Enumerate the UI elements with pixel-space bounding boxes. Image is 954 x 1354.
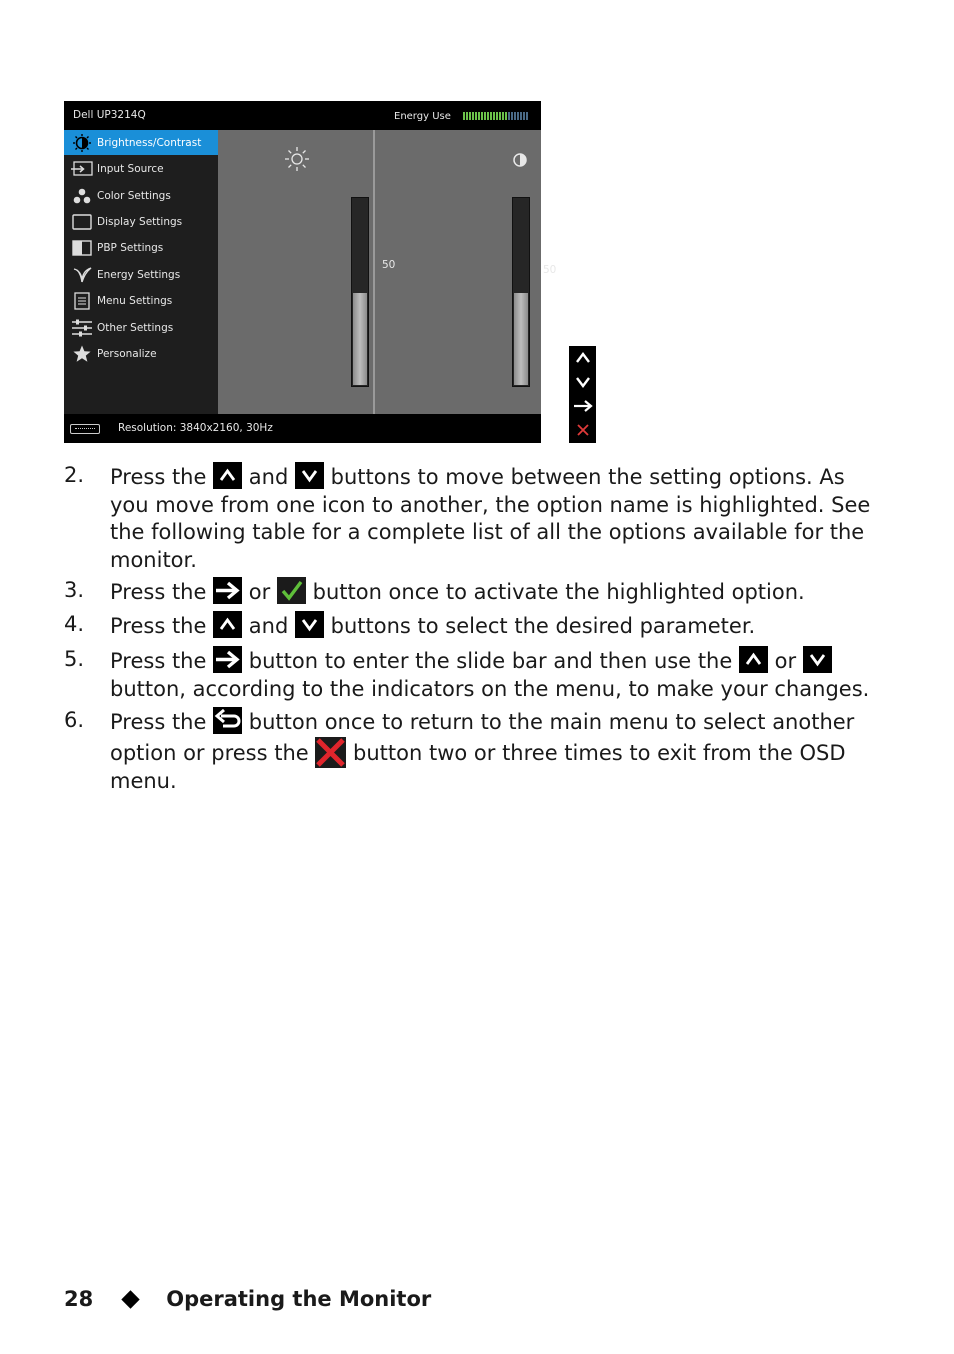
back-button-icon	[213, 707, 242, 734]
close-x-icon	[573, 420, 593, 440]
up-button-icon	[739, 646, 768, 673]
menu-item-display-settings[interactable]	[64, 209, 218, 234]
energy-settings-icon	[71, 266, 93, 284]
energy-bar	[493, 112, 495, 120]
step-text-part: and	[242, 465, 295, 489]
down-button-icon	[295, 462, 324, 489]
step-text-part: or	[767, 649, 803, 673]
right-arrow-icon	[572, 396, 594, 416]
down-icon	[573, 372, 593, 392]
page-number: 28	[64, 1287, 94, 1311]
energy-bar	[475, 112, 477, 120]
step-text-part: Press the	[110, 580, 214, 604]
step-text-part: or	[242, 580, 277, 604]
up-button-icon	[213, 611, 242, 638]
menu-item-color-settings[interactable]	[64, 183, 218, 208]
step-text-part: buttons to move between the setting options. As you move from one icon to another, the option name is highlighted. See the following table for a complete list of all the options available for the monitor.	[110, 465, 871, 572]
step-text-part: buttons to select the desired parameter.	[323, 614, 756, 638]
up-button[interactable]	[569, 346, 596, 370]
osd-header	[64, 101, 541, 130]
sun-icon	[284, 146, 310, 176]
contrast-slider[interactable]	[512, 197, 530, 387]
diamond-icon	[122, 1290, 140, 1308]
energy-bar	[490, 112, 492, 120]
step-text-part: and	[242, 614, 295, 638]
panel-divider	[373, 130, 375, 414]
page-footer	[64, 1287, 431, 1311]
exit-button[interactable]	[569, 418, 596, 442]
brightness-slider[interactable]	[351, 197, 369, 387]
menu-item-personalize[interactable]	[64, 341, 218, 366]
checkmark-button-icon	[277, 577, 306, 604]
pbp-settings-icon	[71, 239, 93, 257]
energy-bar	[478, 112, 480, 120]
step-text	[110, 707, 880, 795]
menu-label: PBP Settings	[97, 241, 164, 254]
enter-arrow-button-icon	[213, 577, 242, 604]
up-icon	[573, 348, 593, 368]
enter-button[interactable]	[569, 394, 596, 418]
step-text-part: Press the	[110, 710, 214, 734]
step-text	[110, 462, 880, 574]
energy-bar	[472, 112, 474, 120]
step-text-part: button two or three times to exit from the OSD menu.	[110, 740, 846, 793]
other-settings-icon	[71, 319, 93, 337]
section-title: Operating the Monitor	[166, 1287, 432, 1311]
step-number: 4.	[64, 612, 85, 636]
energy-bar	[514, 112, 516, 120]
energy-bar	[520, 112, 522, 120]
energy-bar	[508, 112, 510, 120]
energy-bar	[496, 112, 498, 120]
energy-bar	[523, 112, 525, 120]
contrast-icon	[512, 152, 528, 172]
contrast-value: 50	[543, 264, 557, 276]
menu-item-menu-settings[interactable]	[64, 288, 218, 313]
energy-use-label: Energy Use	[394, 111, 451, 122]
menu-label: Energy Settings	[97, 268, 181, 281]
resolution-text: Resolution: 3840x2160, 30Hz	[118, 422, 273, 434]
step-text	[110, 577, 880, 607]
energy-bar	[499, 112, 501, 120]
energy-bar	[487, 112, 489, 120]
step-number: 3.	[64, 578, 85, 602]
energy-bar	[517, 112, 519, 120]
menu-item-energy-settings[interactable]	[64, 262, 218, 287]
step-text-part: button, according to the indicators on the menu, to make your changes.	[110, 676, 870, 701]
energy-use-meter	[463, 112, 528, 120]
energy-bar	[502, 112, 504, 120]
step-text-part: button once to activate the highlighted option.	[305, 580, 805, 604]
menu-label: Display Settings	[97, 215, 183, 228]
contrast-slider-fill	[514, 293, 528, 385]
color-settings-icon	[71, 187, 93, 205]
menu-label: Personalize	[97, 347, 157, 360]
step-text	[110, 646, 880, 703]
input-source-icon	[71, 160, 93, 178]
menu-settings-icon	[71, 292, 93, 310]
step-text-part: button once to return to the main menu to select another option or press the	[110, 710, 855, 765]
menu-label: Color Settings	[97, 189, 171, 202]
menu-item-brightness-contrast[interactable]	[64, 130, 218, 155]
energy-bar	[481, 112, 483, 120]
down-button[interactable]	[569, 370, 596, 394]
star-icon	[71, 345, 93, 363]
menu-item-other-settings[interactable]	[64, 315, 218, 340]
display-port-icon	[70, 424, 100, 434]
enter-arrow-button-icon	[213, 646, 242, 673]
energy-bar	[526, 112, 528, 120]
step-number: 5.	[64, 647, 85, 671]
down-button-icon	[803, 646, 832, 673]
brightness-slider-fill	[353, 293, 367, 385]
up-button-icon	[213, 462, 242, 489]
menu-label: Other Settings	[97, 321, 174, 334]
display-settings-icon	[71, 213, 93, 231]
down-button-icon	[295, 611, 324, 638]
step-number: 2.	[64, 463, 85, 487]
menu-label: Menu Settings	[97, 294, 173, 307]
step-text-part: Press the	[110, 614, 214, 638]
step-text-part: Press the	[110, 465, 214, 489]
menu-item-input-source[interactable]	[64, 156, 218, 181]
osd-footer	[64, 414, 541, 443]
energy-bar	[484, 112, 486, 120]
step-text-part: Press the	[110, 649, 214, 673]
step-text-part: button to enter the slide bar and then use the	[242, 649, 739, 673]
brightness-contrast-icon	[71, 134, 93, 152]
menu-label: Input Source	[97, 162, 164, 175]
energy-bar	[505, 112, 507, 120]
menu-label: Brightness/Contrast	[97, 136, 202, 149]
energy-bar	[511, 112, 513, 120]
osd-screenshot	[64, 101, 557, 443]
osd-menu	[64, 130, 218, 414]
energy-bar	[466, 112, 468, 120]
menu-item-pbp-settings[interactable]	[64, 235, 218, 260]
monitor-model: Dell UP3214Q	[73, 109, 146, 121]
osd-button-strip	[569, 346, 596, 443]
exit-x-button-icon	[315, 737, 346, 768]
energy-bar	[469, 112, 471, 120]
energy-bar	[463, 112, 465, 120]
step-text	[110, 611, 880, 641]
step-number: 6.	[64, 708, 85, 732]
brightness-value: 50	[382, 259, 396, 271]
brightness-contrast-panel	[218, 130, 557, 414]
